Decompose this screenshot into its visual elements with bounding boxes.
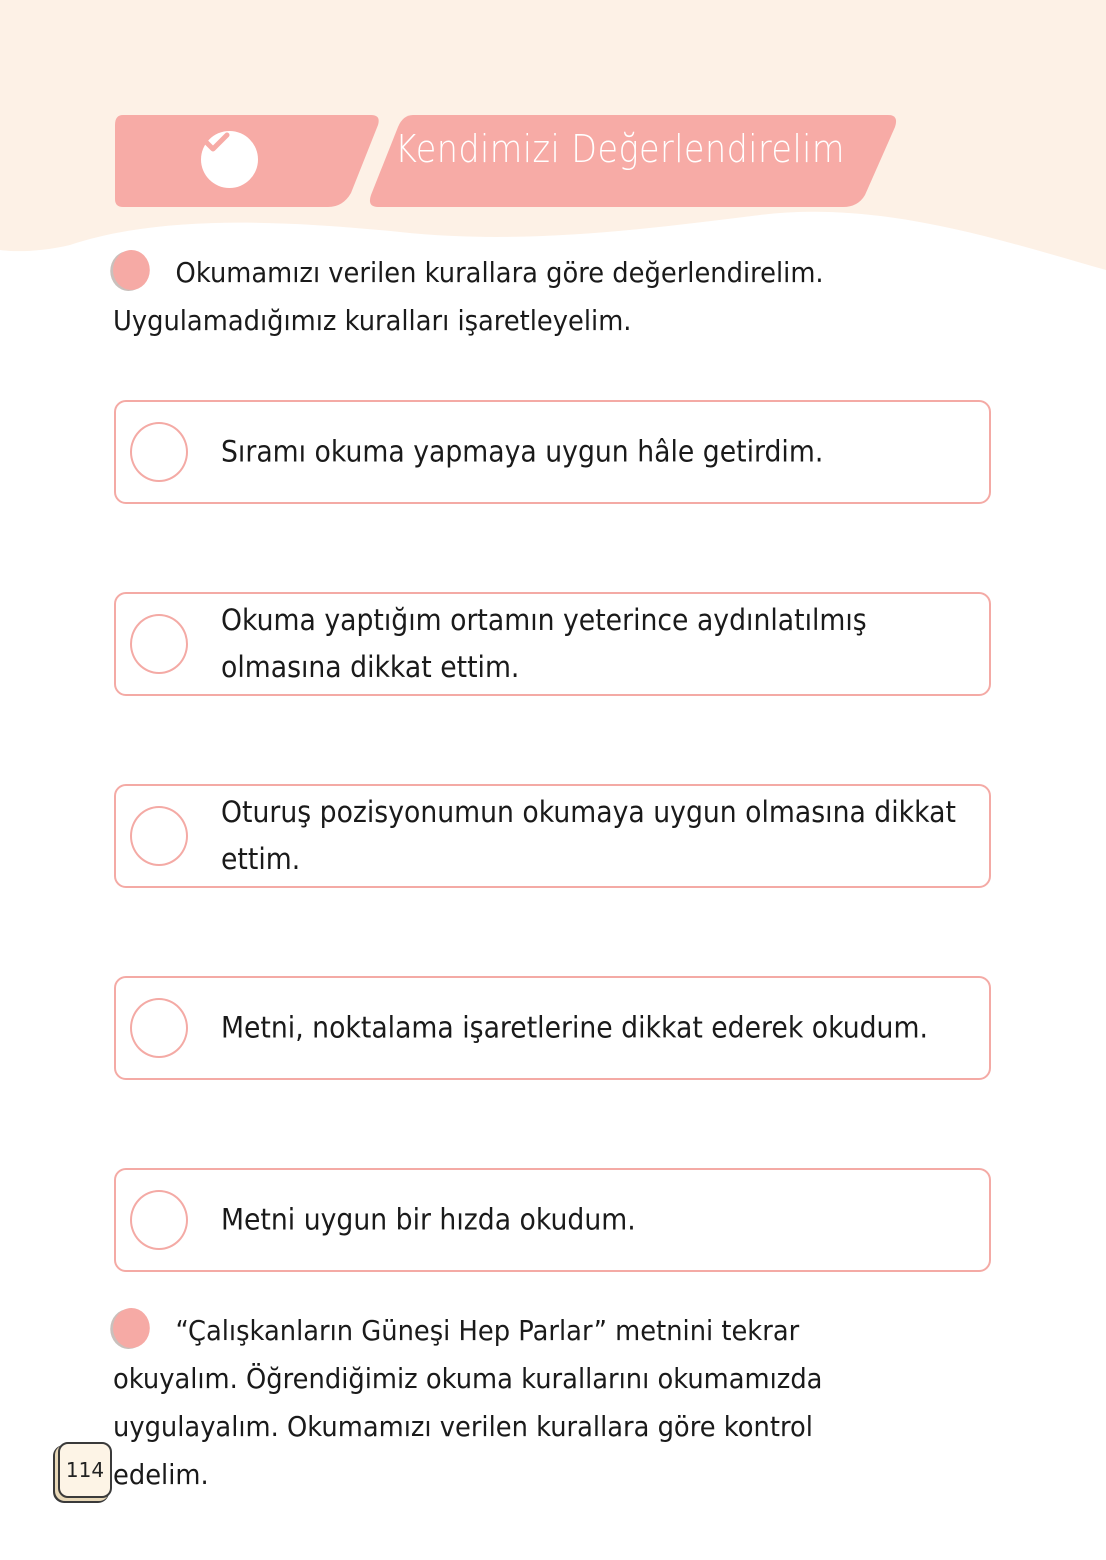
checkbox-circle[interactable] xyxy=(130,422,188,482)
check-circle-icon xyxy=(201,131,258,188)
checkbox-circle[interactable] xyxy=(130,614,188,674)
checklist-item[interactable] xyxy=(114,1168,991,1272)
checklist-item[interactable] xyxy=(114,976,991,1080)
checkbox-circle[interactable] xyxy=(130,806,188,866)
section-header xyxy=(113,113,903,209)
checklist-item-label: Sıramı okuma yapmaya uygun hâle getirdim. xyxy=(221,434,824,469)
pink-circle-bullet-icon xyxy=(113,1308,150,1348)
checkbox-circle[interactable] xyxy=(130,1190,188,1250)
instruction-2-text: “Çalışkanların Güneşi Hep Parlar” metnini tekrar okuyalım. Öğrendiğimiz okuma kurallarını okumamızda uygulayalım. Okumamızı verilen kurallara göre kontrol edelim. xyxy=(113,1314,823,1491)
checklist-item-label: Metni, noktalama işaretlerine dikkat ederek okudum. xyxy=(221,1010,928,1045)
section-title: Kendimizi Değerlendirelim xyxy=(395,127,845,171)
checklist-item[interactable] xyxy=(114,784,991,888)
pink-circle-bullet-icon xyxy=(113,250,150,290)
checkbox-circle[interactable] xyxy=(130,998,188,1058)
instruction-2 xyxy=(113,1307,913,1499)
instruction-1 xyxy=(113,249,913,345)
page-number: 114 xyxy=(58,1442,112,1498)
checklist-item-label: Oturuş pozisyonumun okumaya uygun olmasına dikkat ettim. xyxy=(221,795,956,876)
checklist-item-label: Metni uygun bir hızda okudum. xyxy=(221,1202,636,1237)
checklist-item[interactable] xyxy=(114,592,991,696)
checklist-item-label: Okuma yaptığım ortamın yeterince aydınlatılmış olmasına dikkat ettim. xyxy=(221,603,867,684)
checklist-item[interactable] xyxy=(114,400,991,504)
instruction-1-text: Okumamızı verilen kurallara göre değerlendirelim. Uygulamadığımız kuralları işaretleyelim. xyxy=(113,256,824,337)
